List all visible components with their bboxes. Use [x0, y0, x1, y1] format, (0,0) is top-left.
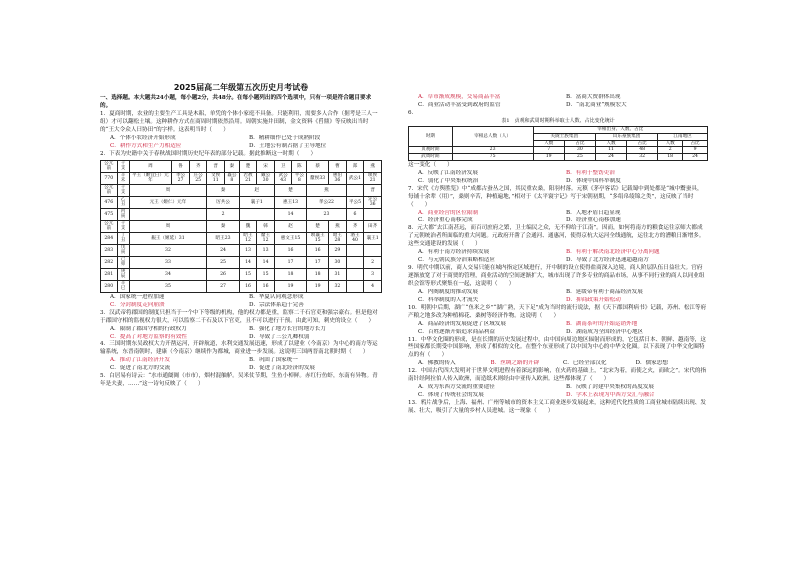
table-header: 宰相总人数（人）: [452, 126, 533, 146]
table-cell: 公元前: [101, 184, 118, 196]
table-cell: 16: [257, 280, 275, 292]
table-cell: 秦: [224, 160, 239, 172]
table-cell: 3: [364, 268, 382, 280]
q2-option-a[interactable]: A．国家统一进程加速: [110, 293, 165, 300]
q6-option-d[interactable]: D．体现中国科举制度: [566, 177, 621, 184]
table-header: 江南地区: [658, 133, 708, 140]
table-cell: 赵: [239, 184, 274, 196]
question-7-options: [408, 210, 708, 226]
table-cell: 14: [274, 208, 306, 220]
left-column: [100, 82, 382, 389]
table-cell: 燕: [307, 184, 347, 196]
q10-option-b[interactable]: B．湖南茶叶的开始运销外地: [566, 320, 638, 327]
table-cell: 惠文王15: [274, 232, 306, 244]
table-cell: 16: [274, 244, 306, 256]
table-cell: 秦: [207, 184, 239, 196]
table-cell: 23: [307, 208, 347, 220]
table-cell: 30: [564, 147, 595, 154]
q8-option-c[interactable]: C．与元朝民族分治策略相适应: [418, 257, 495, 264]
table-cell: 2: [207, 208, 239, 220]
table-cell: 26: [207, 268, 239, 280]
question-5-options: [408, 94, 708, 110]
table-cell: 若敖21: [239, 172, 257, 184]
table-cell: 襄公8: [224, 172, 239, 184]
q7-option-c[interactable]: C．经济重心南移完成: [418, 217, 473, 224]
table-cell: 476: [101, 196, 118, 208]
table-cell: 干支: [117, 160, 129, 172]
table-cell: 郑: [346, 160, 364, 172]
table-cell: 11: [595, 147, 626, 154]
table-cell: 乙丑: [117, 196, 129, 208]
q10-option-c[interactable]: C．百姓逐渐开始追求商品利益: [418, 328, 495, 335]
q4-option-d[interactable]: D．促进了南北经济的发展: [249, 365, 316, 372]
question-7-stem: 7．宋代《方舆胜览》中“成都古蚕丛之国，其民重农桑，阳羽村落。元稹《茅亭客话》记载蜀中到处都是“城中鬻蚕具，每铺十余辈（用）”，桑则辛苦，种植遍地，”相对于《太平寰宇记》写于宋朝初期，“多绢帛绫锦之类”，这反映了当时（ ）: [408, 185, 703, 208]
table-cell: 襄子1: [239, 196, 274, 208]
q1-option-a[interactable]: A．个体小农经济开始形成: [110, 135, 176, 142]
table-cell: [364, 208, 382, 220]
table-cell: 19: [307, 280, 329, 292]
q6-option-a[interactable]: A．反映了江南经济发展: [418, 169, 478, 176]
q12-option-d[interactable]: D．学术上表现为中西方交汇与融合: [566, 392, 655, 399]
table-cell: 30: [329, 256, 347, 268]
table-cell: 19: [274, 280, 306, 292]
q7-option-a[interactable]: A．商业经营的区位限制: [418, 209, 478, 216]
q4-option-a[interactable]: A．推动了江南经济开发: [110, 357, 170, 364]
table-cell: 284: [101, 232, 118, 244]
table-header: 人数: [533, 140, 564, 147]
q5-option-a[interactable]: A．草市渐成规模，交易商品丰富: [418, 94, 501, 100]
table-cell: 己卯: [117, 256, 129, 268]
table-cell: 6: [346, 208, 364, 220]
table-cell: 燕: [364, 160, 382, 172]
table-cell: 24: [207, 244, 239, 256]
q12-option-b[interactable]: B．反映了封建中央集权的高度发展: [566, 384, 655, 391]
question-1-options: [100, 135, 382, 151]
right-column: [408, 94, 708, 416]
table-cell: 平王（姬宜臼）元年: [129, 172, 172, 184]
table-cell: 赧王（姬延）31: [129, 232, 207, 244]
table-cell: [346, 268, 364, 280]
q12-option-a[interactable]: A．成为东西方交流的重要途径: [418, 384, 495, 391]
question-6-tail: 这一变化（ ）: [408, 161, 453, 168]
table-cell: [346, 184, 364, 196]
table-cell: 惠伯36: [329, 172, 347, 184]
table-header: 时期: [409, 126, 453, 146]
table-cell: 顷襄王15: [307, 232, 329, 244]
table-row: [101, 208, 382, 220]
table-cell: 厉共公: [207, 196, 239, 208]
q5-option-d[interactable]: D．“南北商业”规模宏大: [566, 101, 627, 108]
table-cell: 4: [364, 280, 382, 292]
q3-option-d[interactable]: D．导致了三公九卿权弱: [249, 333, 310, 340]
q11-option-d[interactable]: D．儒家思想: [635, 360, 668, 367]
table-cell: 庄公25: [189, 172, 207, 184]
table-cell: 24: [595, 154, 626, 161]
table-cell: 干支: [117, 184, 129, 196]
question-13-stem: 13．鸦片战争后，上海、福州、广州等城市的资本主义工商业逐步发展起来，这种近代化性质的工商业城市陆续出现、发展、壮大，吸引了大量的乡村人员进城。这一现象（ ）: [408, 400, 706, 414]
q1-option-c[interactable]: C．耕作方式和生产力相适应: [110, 142, 182, 149]
table-cell: 曹: [329, 160, 347, 172]
table-header: 关陇士族集团: [533, 133, 595, 140]
table-cell: 武周时期: [409, 154, 453, 161]
table-cell: 31: [329, 268, 347, 280]
table-cell: 元王（姬仁）元年: [129, 196, 207, 208]
table-cell: 楚: [307, 220, 329, 232]
table-cell: 楚: [274, 184, 306, 196]
table-cell: 赵: [274, 220, 306, 232]
question-10-stem: 10．明朝中后期，湖广“鱼米之乡”“湖广熟，天下足”成为当时的流行说法，据《天下郡国利病书》记载，苏州、松江等府产粮之地多改为种植棉花、桑树等经济作物。这说明（ ）: [408, 304, 707, 319]
table-cell: 13: [239, 244, 257, 256]
table-cell: 湣王40: [346, 232, 364, 244]
table-row: [101, 244, 382, 256]
table-cell: 丙寅: [117, 208, 129, 220]
q11-option-a[interactable]: A．佛教的传入: [418, 360, 456, 367]
table-row: [101, 232, 382, 244]
table-cell: 280: [101, 280, 118, 292]
table-row: [409, 154, 708, 161]
table-cell: 釐侯33: [307, 172, 329, 184]
table-cell: 武公43: [274, 172, 292, 184]
table-cell: 32: [329, 280, 347, 292]
q9-option-d[interactable]: D．抑商政策开始松动: [566, 296, 621, 303]
table-cell: 17: [274, 256, 306, 268]
table-cell: [239, 208, 274, 220]
table-cell: 281: [101, 268, 118, 280]
question-3-options: [100, 326, 382, 342]
question-12-stem: 12．中国古代四大发明对于世界文明进程有着深远的影响，在火药的基础上，“北宋为着，而使之火，而欧之”。宋代的指南针经阿拉伯人传入欧洲，而造纸术则经由中亚传入欧洲。这些都体现了（ ）: [408, 368, 707, 383]
table-cell: [129, 208, 207, 220]
question-6-options: [408, 170, 708, 186]
table-cell: [346, 256, 364, 268]
table-cell: 辛未: [117, 172, 129, 184]
table-header: 山东豪族集团: [595, 133, 657, 140]
table-cell: 16: [307, 244, 329, 256]
table-cell: 平公8: [292, 172, 307, 184]
table-row: [409, 126, 708, 133]
table-cell: [346, 280, 364, 292]
question-2-options: [100, 294, 382, 310]
q2-option-c[interactable]: C．分封制度走向崩溃: [110, 301, 165, 308]
q1-option-b[interactable]: B．精耕细作已处于成熟阶段: [249, 135, 321, 142]
table-header: 宰相出身、人数、占比: [533, 126, 707, 133]
table-cell: 庚辰: [117, 268, 129, 280]
table-cell: 孝公22: [307, 196, 347, 208]
q9-option-c[interactable]: C．科举制度的人才流失: [418, 296, 479, 303]
table-header: 占比: [564, 140, 595, 147]
table-cell: 14: [239, 256, 257, 268]
table-cell: 周: [129, 184, 207, 196]
question-9-options: [408, 289, 708, 305]
table-cell: 283: [101, 244, 118, 256]
table-cell: 卫: [274, 160, 292, 172]
q4-option-b[interactable]: B．巩固了国家统一: [249, 357, 298, 364]
table-cell: 蔡: [307, 160, 329, 172]
table-row: [101, 172, 382, 184]
q5-option-c[interactable]: C．商业活动丰富受到政府的监管: [418, 101, 501, 108]
table-cell: 19: [533, 154, 564, 161]
q7-option-d[interactable]: D．经济重心南移加速: [566, 217, 621, 224]
q2-option-b[interactable]: B．华夏认同观念形成: [249, 293, 304, 300]
table-cell: 顷侯21: [364, 172, 382, 184]
table-cell: 宋: [257, 160, 275, 172]
q11-option-c[interactable]: C．已经全部汉化: [563, 360, 607, 367]
table-cell: 文侯11: [207, 172, 225, 184]
q9-option-b[interactable]: B．延缓帝有利于商品经济发展: [566, 288, 643, 295]
question-9-stem: 9．明代中期以前，商人交易只能在城内指定区域进行，开中制的设立使得盐商深入边境，商人阶层队伍日益壮大。官府逐渐放宽了对于商贾的管理，商业活动的空间逐渐扩大，城市出现了许多专业的商品市场，从事不同行业的商人以同业组织会馆等形式聚集在一起，这说明（ ）: [408, 265, 705, 287]
table-cell: 9: [683, 147, 708, 154]
table-cell: 14: [257, 256, 275, 268]
q6-option-b[interactable]: B．有利于整饬吏治: [566, 169, 615, 176]
table-cell: 周: [129, 220, 207, 232]
table-cell: 武公1: [346, 172, 364, 184]
q3-option-a[interactable]: A．限制了郡国守相的行政权力: [110, 325, 187, 332]
table-row: [101, 184, 382, 196]
q8-option-a[interactable]: A．有利于南方经济持续发展: [418, 249, 490, 256]
table-cell: 770: [101, 172, 118, 184]
table-cell: 昭王12: [239, 232, 257, 244]
table-cell: 32: [129, 244, 207, 256]
question-8-options: [408, 249, 708, 265]
chancellor-table: [408, 126, 708, 161]
table-cell: 24: [683, 154, 708, 161]
table-cell: 昭王23: [207, 232, 239, 244]
q8-option-d[interactable]: D．导致了北方经济迅速超越南方: [566, 257, 649, 264]
table-cell: [364, 244, 382, 256]
table-header: 占比: [627, 140, 658, 147]
table-cell: 楚: [239, 160, 257, 172]
q10-option-d[interactable]: D．湖南成为全国经济中心地区: [566, 328, 644, 335]
table-caption: 表1 贞观和武周时期科举取士人数、占比变化统计: [501, 117, 615, 124]
question-5-stem: 5．白居易有诗云：“水市通阛阓（市市），烟村混舳舻。吴米仗节期，生鱼小棹鲜。赤红行鱼虾，东南有异物。青年是夫妻，……”这一诗句反映了（ ）: [100, 373, 378, 388]
q11-option-b[interactable]: B．丝绸之路的开辟: [490, 360, 540, 367]
question-11-stem: 11．中华文化圈的形成，是在长期的历史发展过程中，由中国向周边地区辐射而形成的，它包括日本、朝鲜、越南等，这些国家都长期受中国影响，形成了相似的文化。在整个东亚形成了以中国为中心的中华文化圈。以下表现了中华文化圈特点的有（ ）: [408, 336, 706, 359]
q3-option-b[interactable]: B．强化了地方长官的地方长力: [249, 325, 326, 332]
table-cell: 32: [627, 154, 658, 161]
table-row: [101, 280, 382, 292]
table-cell: 干支: [117, 220, 129, 232]
question-2-stem: 2．下表为史籍中关于春秋战国时期历史纪年表的部分记载。据此推断这一时期（ ）: [100, 150, 317, 157]
table-cell: 7: [533, 147, 564, 154]
table-cell: [346, 244, 364, 256]
table-cell: 27: [207, 280, 239, 292]
question-8-stem: 8．元大都“去江南甚远，而百司庶府之繁，卫士编民之众，无不仰给于江南”。因而，如何将南方的粮食运往京师大都成了元朝统治者所面临的重大问题。元政府开凿了会通河、通惠河，使得京杭大运河全线通航，运往北方的漕粮日渐增多。这些交通建设的发展（ ）: [408, 225, 705, 248]
question-4-stem: 4．三国时期东吴政权大力开凿运河，开辟航道，水利交通发展迅速，形成了以建业（今南京）为中心的南方等运输系统，东晋南朝时，建康（今南京）继续作为都城，商业进一步发展。这说明三国两晋南北朝时期（ ）: [100, 341, 378, 356]
table-row: [101, 268, 382, 280]
question-12-options: [408, 384, 708, 400]
table-cell: 18: [658, 154, 683, 161]
question-3-stem: 3．汉武帝将郡国的制度只担当于一个中下等级的机构，他的权力都是重，监察二千石官吏和强宗豪右。但是他对于郡国守相的监视权力很大，可以监察二千石及以下官吏，且不可以进行干预。由此可知，刺史的设立（ ）: [100, 309, 378, 324]
table-row: [409, 147, 708, 154]
q5-option-b[interactable]: B．富商大贾群体出现: [566, 94, 621, 100]
q8-option-b[interactable]: B．有利于解决南北经济中心分离问题: [566, 249, 660, 256]
table-cell: 75: [452, 154, 533, 161]
question-4-options: [100, 357, 382, 373]
table-cell: 晋: [207, 160, 225, 172]
q2-option-d[interactable]: D．宗法体系趋于完善: [249, 301, 304, 308]
table-cell: 25: [207, 256, 239, 268]
table-cell: 韩: [257, 220, 275, 232]
table-cell: 釐王12: [257, 232, 275, 244]
table-cell: 秦: [207, 220, 239, 232]
table-cell: 齐: [346, 220, 364, 232]
table-cell: 定公36: [364, 196, 382, 208]
table-header: 人数: [595, 140, 626, 147]
table-cell: 17: [307, 256, 329, 268]
table-cell: 23: [452, 147, 533, 154]
question-1-stem: 1．夏商时期，农业的主要生产工具是木耜，单凭的个体小家庭不具备。只能利用，需要多人合作（据考是三人一组）才可以翻松土壤。这种耕作方式在商周时期依然沿用。周朝实施井田制，金文资料《舀鼎》等反映出当时的“王大令众人曰协田”的字样。这表明当时（ ）: [100, 111, 378, 134]
chronology-table: [100, 160, 382, 293]
table-cell: 燕: [329, 220, 347, 232]
q12-option-c[interactable]: C．体现了传统社会的发展: [418, 392, 484, 399]
section-one-heading: 一、选择题。本大题共24小题，每小题2分，共48分。在每小题列出的四个选项中，只有一项是符合题目要求的。: [100, 95, 372, 110]
table-cell: 公元前: [101, 220, 118, 232]
table-cell: 惠王13: [274, 196, 306, 208]
table-cell: 平公5: [346, 196, 364, 208]
table-cell: 孝公27: [172, 172, 190, 184]
table-row: [101, 220, 382, 232]
table-cell: 2: [364, 256, 382, 268]
q1-option-d[interactable]: D．土地公有制占据了主导地位: [249, 142, 327, 149]
table-cell: 35: [129, 280, 207, 292]
table-cell: 34: [129, 268, 207, 280]
table-cell: 16: [239, 280, 257, 292]
table-cell: 18: [274, 268, 306, 280]
table-header: 占比: [683, 140, 708, 147]
table-cell: 48: [627, 147, 658, 154]
table-cell: 25: [564, 154, 595, 161]
table-cell: 丁丑: [117, 232, 129, 244]
question-6-stem: 6．: [408, 109, 418, 116]
table-cell: 周: [129, 160, 172, 172]
table-cell: 魏: [239, 220, 257, 232]
table-cell: 戊寅: [117, 244, 129, 256]
question-10-options: [408, 321, 708, 337]
table-cell: 辛巳: [117, 280, 129, 292]
table-cell: 贞观时期: [409, 147, 453, 154]
table-cell: 田齐: [364, 220, 382, 232]
table-row: [101, 256, 382, 268]
table-cell: 15: [239, 268, 257, 280]
table-row: [101, 196, 382, 208]
q3-option-c[interactable]: C．提高了对地方监察的有效性: [110, 333, 187, 340]
table-cell: 33: [129, 256, 207, 268]
table-cell: 公元前: [101, 160, 118, 172]
table-cell: 戴公30: [257, 172, 275, 184]
table-cell: 475: [101, 208, 118, 220]
table-cell: 282: [101, 256, 118, 268]
q10-option-a[interactable]: A．商品经济的发展促进了区域发展: [418, 320, 506, 327]
exam-title: 2025届高二年级第五次历史月考试卷: [173, 83, 309, 92]
table-cell: 襄王1: [364, 232, 382, 244]
table-cell: 晋: [364, 184, 382, 196]
table-cell: 陈: [292, 160, 307, 172]
q4-option-c[interactable]: C．促进了南北方的交流: [110, 365, 171, 372]
table-header: 人数: [658, 140, 683, 147]
table-cell: 鲁: [172, 160, 190, 172]
q7-option-b[interactable]: B．人地矛盾日趋显现: [566, 209, 621, 216]
table-cell: 昭王28: [329, 232, 347, 244]
table-cell: 2: [658, 147, 683, 154]
table-cell: 15: [257, 268, 275, 280]
q6-option-c[interactable]: C．弱化了中央集权统治: [418, 177, 479, 184]
table-cell: 18: [307, 268, 329, 280]
table-row: [101, 160, 382, 172]
table-cell: 齐: [189, 160, 207, 172]
table-cell: 29: [329, 244, 347, 256]
table-cell: 13: [257, 244, 275, 256]
q9-option-a[interactable]: A．内阁制度的推动发展: [418, 288, 478, 295]
